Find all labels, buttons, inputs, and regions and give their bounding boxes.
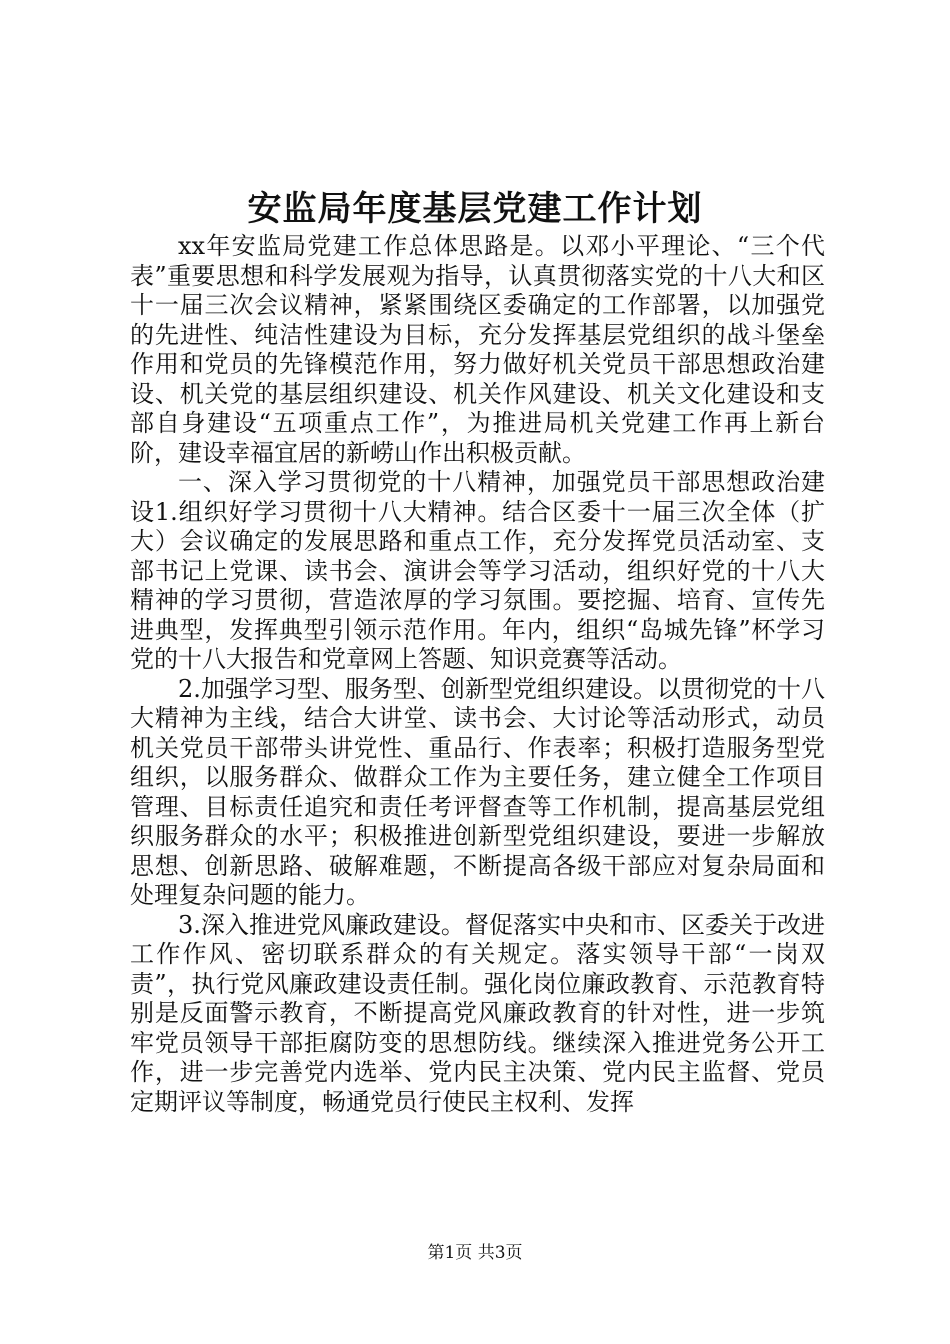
paragraph: xx年安监局党建工作总体思路是。以邓小平理论、“三个代表”重要思想和科学发展观为指导，认真贯彻落实党的十八大和区十一届三次会议精神，紧紧围绕区委确定的工作部署，以加强党的先进性、纯洁性建设为目标，充分发挥基层党组织的战斗堡垒作用和党员的先锋模范作用，努力做好机关党员干部思想政治建设、机关党的基层组织建设、机关作风建设、机关文化建设和支部自身建设“五项重点工作”，为推进局机关党建工作再上新台阶，建设幸福宜居的新崂山作出积极贡献。 <box>130 232 825 467</box>
page-footer <box>0 1242 950 1264</box>
paragraph: 一、深入学习贯彻党的十八精神，加强党员干部思想政治建设1.组织好学习贯彻十八大精神。结合区委十一届三次全体（扩大）会议确定的发展思路和重点工作，充分发挥党员活动室、支部书记上党课、读书会、演讲会等学习活动，组织好党的十八大精神的学习贯彻，营造浓厚的学习氛围。要挖掘、培育、宣传先进典型，发挥典型引领示范作用。年内，组织“岛城先锋”杯学习党的十八大报告和党章网上答题、知识竞赛等活动。 <box>130 468 825 673</box>
paragraph: 2.加强学习型、服务型、创新型党组织建设。以贯彻党的十八大精神为主线，结合大讲堂、读书会、大讨论等活动形式，动员机关党员干部带头讲党性、重品行、作表率；积极打造服务型党组织，以服务群众、做群众工作为主要任务，建立健全工作项目管理、目标责任追究和责任考评督查等工作机制，提高基层党组织服务群众的水平；积极推进创新型党组织建设，要进一步解放思想、创新思路、破解难题，不断提高各级干部应对复杂局面和处理复杂问题的能力。 <box>130 674 825 909</box>
paragraph: 3.深入推进党风廉政建设。督促落实中央和市、区委关于改进工作作风、密切联系群众的有关规定。落实领导干部“一岗双责”，执行党风廉政建设责任制。强化岗位廉政教育、示范教育特别是反面警示教育，不断提高党风廉政教育的针对性，进一步筑牢党员领导干部拒腐防变的思想防线。继续深入推进党务公开工作，进一步完善党内选举、党内民主决策、党内民主监督、党员定期评议等制度，畅通党员行使民主权利、发挥 <box>130 910 825 1116</box>
document-body <box>130 232 825 1117</box>
page-number: 第1页 共3页 <box>427 1243 523 1263</box>
page-title: 安监局年度基层党建工作计划 <box>247 189 703 229</box>
